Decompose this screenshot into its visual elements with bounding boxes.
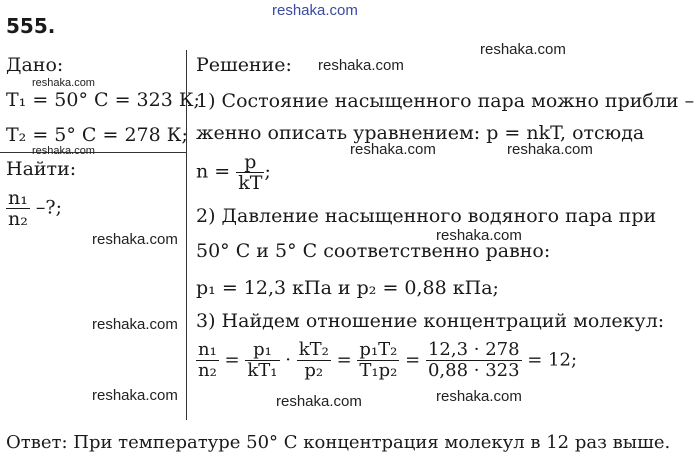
watermark-3: reshaka.com (350, 141, 436, 158)
eq-sign-1: = (224, 349, 240, 371)
eq-frac-2-den: kT₁ (247, 360, 278, 381)
given-t1: T₁ = 50° C = 323 К; (6, 89, 200, 111)
eq-dot: · (285, 349, 291, 371)
step3-line-a: 3) Найдем отношение концентраций молекул: (196, 310, 665, 332)
watermark-7: reshaka.com (92, 316, 178, 333)
step1-line-b: женно описать уравнением: p = nkT, отсюда (196, 122, 645, 144)
watermark-1: reshaka.com (318, 57, 404, 74)
eq-frac-5-den: 0,88 · 323 (427, 360, 520, 381)
watermark-9: reshaka.com (276, 393, 362, 410)
eq-sign-3: = (405, 349, 421, 371)
step2-values: p₁ = 12,3 кПа и p₂ = 0,88 кПа; (196, 277, 499, 299)
solution-header: Решение: (196, 54, 292, 76)
step1-frac-num: p (236, 152, 264, 173)
watermark-10: reshaka.com (436, 388, 522, 405)
watermark-given-1: reshaka.com (32, 77, 95, 89)
watermark-5: reshaka.com (92, 231, 178, 248)
watermark-2: reshaka.com (480, 41, 566, 58)
find-num: n₁ (8, 187, 28, 209)
problem-number: 555. (6, 14, 56, 38)
given-header: Дано: (6, 54, 64, 76)
ratio-equation (196, 340, 577, 381)
eq-frac-4-den: T₁p₂ (359, 360, 398, 381)
eq-frac-2-num: p₁ (245, 340, 279, 361)
eq-frac-3-num: kT₂ (298, 339, 329, 360)
eq-frac-4-num: p₁T₂ (359, 339, 398, 360)
eq-frac-1-num: n₁ (198, 339, 217, 360)
eq-frac-1 (196, 340, 219, 381)
step1-frac-den: kT (238, 172, 263, 194)
eq-frac-2 (245, 340, 279, 381)
step2-line-b: 50° C и 5° C соответственно равно: (196, 240, 551, 262)
find-suffix: –?; (35, 196, 62, 219)
find-den: n₂ (8, 208, 28, 230)
watermark-8: reshaka.com (92, 387, 178, 404)
eq-sign-2: = (336, 349, 352, 371)
answer: Ответ: При температуре 50° C концентрация молекул в 12 раз выше. (6, 432, 671, 453)
eq-frac-5-num: 12,3 · 278 (427, 339, 520, 360)
watermark-top: reshaka.com (272, 2, 358, 19)
find-target (6, 188, 62, 229)
watermark-6: reshaka.com (436, 227, 522, 244)
eq-result: = 12; (527, 349, 578, 371)
eq-frac-3 (297, 340, 331, 381)
eq-frac-4 (357, 340, 399, 381)
eq-frac-5 (426, 340, 522, 381)
eq-frac-3-den: p₂ (304, 360, 324, 381)
given-t2: T₂ = 5° C = 278 К; (6, 124, 188, 146)
find-header: Найти: (6, 158, 77, 180)
eq-frac-1-den: n₂ (198, 360, 217, 381)
find-fraction (6, 188, 30, 229)
step1-formula (196, 152, 271, 193)
watermark-4: reshaka.com (507, 141, 593, 158)
step1-formula-lhs: n = (196, 160, 231, 183)
step2-line-a: 2) Давление насыщенного водяного пара при (196, 205, 657, 227)
watermark-given-2: reshaka.com (32, 145, 95, 157)
step1-fraction (236, 152, 264, 193)
step1-formula-end: ; (264, 160, 271, 183)
step1-line-a: 1) Состояние насыщенного пара можно прибли – (196, 90, 694, 112)
